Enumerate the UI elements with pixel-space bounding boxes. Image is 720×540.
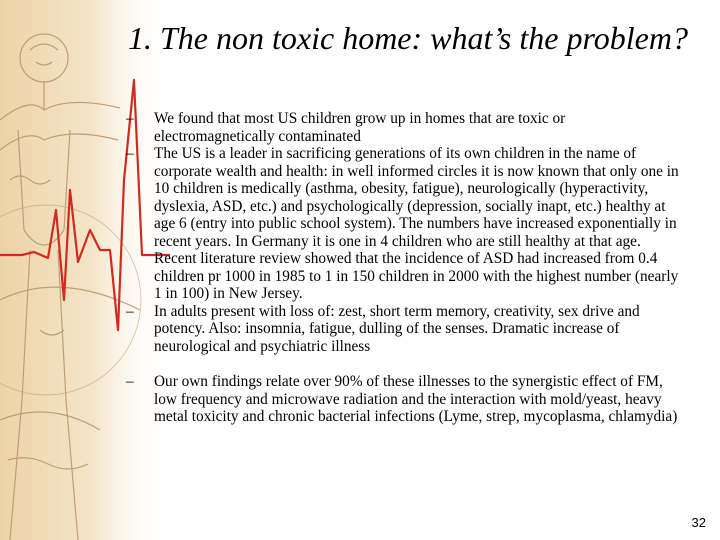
bullet-text: Our own findings relate over 90% of these illnesses to the synergistic effect of FM, low frequency and microwave radiation and the interaction with mold/yeast, heavy metal toxicity and chronic bacterial infections (Lyme, strep, mycoplasma, chlamydia) (154, 373, 678, 425)
bullet-marker: – (126, 373, 134, 390)
bullet-item (126, 303, 686, 356)
bullet-text: In adults present with loss of: zest, short term memory, creativity, sex drive and potency. Also: insomnia, fatigue, dulling of the senses. Dramatic increase of neurological and psychiatric illness (154, 302, 640, 355)
page-number: 32 (691, 515, 706, 530)
bullet-text: We found that most US children grow up in homes that are toxic or electromagnetically contaminated (154, 110, 566, 145)
bullet-text: The US is a leader in sacrificing generations of its own children in the name of corporate wealth and health: in well informed circles it is now known that only one in 10 children is medically (asthma, obesity, fatigue), neurologically (hyperactivity, dyslexia, ASD, etc.) and psychologically (depression, socially inapt, etc.) healthy at age 6 (entry into public school system). The numbers have increased exponentially in recent years. In Germany it is one in 4 children who are still healthy at that age. Recent literature review showed that the incidence of ASD had increased from 0.4 children pr 1000 in 1985 to 1 in 150 children in 2000 with the highest number (nearly 1 in 100) in New Jersey. (154, 145, 679, 302)
slide-title: 1. The non toxic home: what’s the problem? (128, 20, 688, 56)
bullet-marker: – (126, 145, 134, 162)
bullet-marker: – (126, 110, 134, 127)
bullet-item (126, 110, 686, 145)
bullet-list (126, 110, 686, 426)
bullet-item (126, 145, 686, 303)
bullet-marker: – (126, 302, 134, 320)
bullet-item (126, 373, 686, 426)
